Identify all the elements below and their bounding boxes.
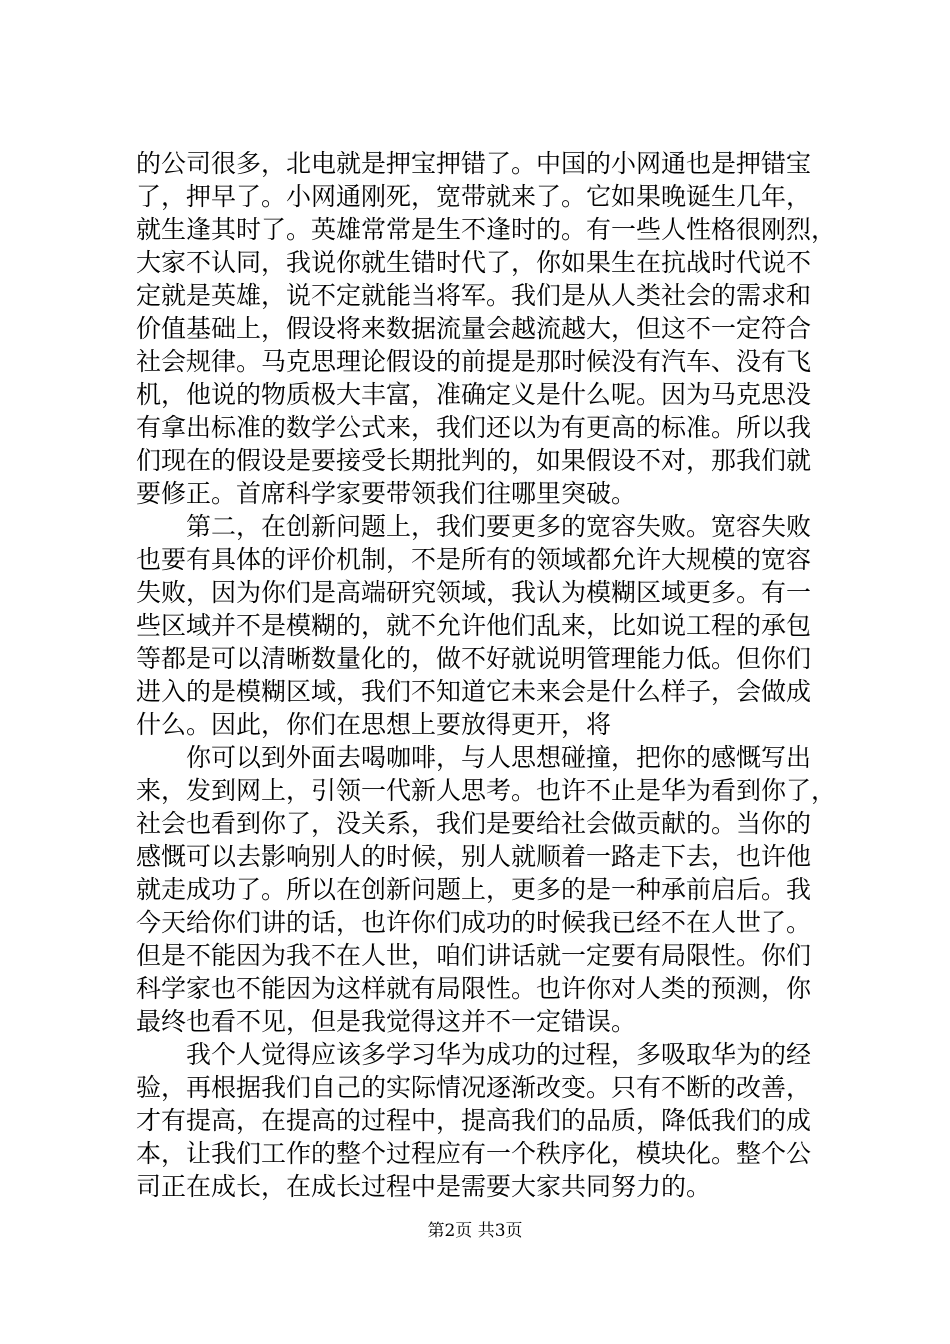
text-line: 机，他说的物质极大丰富，准确定义是什么呢。因为马克思没 bbox=[136, 380, 812, 409]
page-footer: 第2页 共3页 bbox=[427, 1221, 523, 1241]
text-line: 社会规律。马克思理论假设的前提是那时候没有汽车、没有飞 bbox=[136, 347, 812, 376]
text-line: 定就是英雄，说不定就能当将军。我们是从人类社会的需求和 bbox=[136, 281, 812, 310]
text-line: 些区域并不是模糊的，就不允许他们乱来，比如说工程的承包 bbox=[136, 611, 812, 640]
text-line: 社会也看到你了，没关系，我们是要给社会做贡献的。当你的 bbox=[136, 809, 812, 838]
text-line: 感慨可以去影响别人的时候，别人就顺着一路走下去，也许他 bbox=[136, 842, 812, 871]
text-line: 才有提高，在提高的过程中，提高我们的品质，降低我们的成 bbox=[136, 1106, 812, 1135]
text-line: 本，让我们工作的整个过程应有一个秩序化，模块化。整个公 bbox=[136, 1139, 812, 1168]
text-line: 大家不认同，我说你就生错时代了，你如果生在抗战时代说不 bbox=[136, 248, 812, 277]
text-line: 进入的是模糊区域，我们不知道它未来会是什么样子，会做成 bbox=[136, 677, 812, 706]
text-line: 今天给你们讲的话，也许你们成功的时候我已经不在人世了。 bbox=[136, 908, 812, 937]
paragraph bbox=[136, 741, 840, 1038]
text-line: 要修正。首席科学家要带领我们往哪里突破。 bbox=[136, 479, 637, 508]
text-line: 你可以到外面去喝咖啡，与人思想碰撞，把你的感慨写出 bbox=[186, 743, 812, 772]
text-line: 失败，因为你们是高端研究领域，我认为模糊区域更多。有一 bbox=[136, 578, 812, 607]
paragraph bbox=[136, 510, 840, 741]
text-line: 但是不能因为我不在人世，咱们讲话就一定要有局限性。你们 bbox=[136, 941, 812, 970]
text-line: 就走成功了。所以在创新问题上，更多的是一种承前启后。我 bbox=[136, 875, 812, 904]
text-line: 科学家也不能因为这样就有局限性。也许你对人类的预测，你 bbox=[136, 974, 812, 1003]
text-line: 了，押早了。小网通刚死，宽带就来了。它如果晚诞生几年， bbox=[136, 182, 812, 211]
text-line: 等都是可以清晰数量化的，做不好就说明管理能力低。但你们 bbox=[136, 644, 812, 673]
text-line: 第二，在创新问题上，我们要更多的宽容失败。宽容失败 bbox=[186, 512, 812, 541]
text-line: 的公司很多，北电就是押宝押错了。中国的小网通也是押错宝 bbox=[136, 149, 812, 178]
text-line: 我个人觉得应该多学习华为成功的过程，多吸取华为的经 bbox=[186, 1040, 812, 1069]
text-line: 司正在成长，在成长过程中是需要大家共同努力的。 bbox=[136, 1172, 712, 1201]
text-line: 价值基础上，假设将来数据流量会越流越大，但这不一定符合 bbox=[136, 314, 812, 343]
text-line: 也要有具体的评价机制，不是所有的领域都允许大规模的宽容 bbox=[136, 545, 812, 574]
text-line: 们现在的假设是要接受长期批判的，如果假设不对，那我们就 bbox=[136, 446, 812, 475]
text-line: 验，再根据我们自己的实际情况逐渐改变。只有不断的改善， bbox=[136, 1073, 812, 1102]
paragraph bbox=[136, 1038, 840, 1203]
text-line: 最终也看不见，但是我觉得这并不一定错误。 bbox=[136, 1007, 637, 1036]
text-line: 来，发到网上，引领一代新人思考。也许不止是华为看到你了， bbox=[136, 776, 837, 805]
paragraph bbox=[136, 147, 840, 510]
text-line: 就生逢其时了。英雄常常是生不逢时的。有一些人性格很刚烈， bbox=[136, 215, 837, 244]
document-body bbox=[136, 147, 840, 1203]
text-line: 什么。因此，你们在思想上要放得更开，将 bbox=[136, 710, 612, 739]
text-line: 有拿出标准的数学公式来，我们还以为有更高的标准。所以我 bbox=[136, 413, 812, 442]
